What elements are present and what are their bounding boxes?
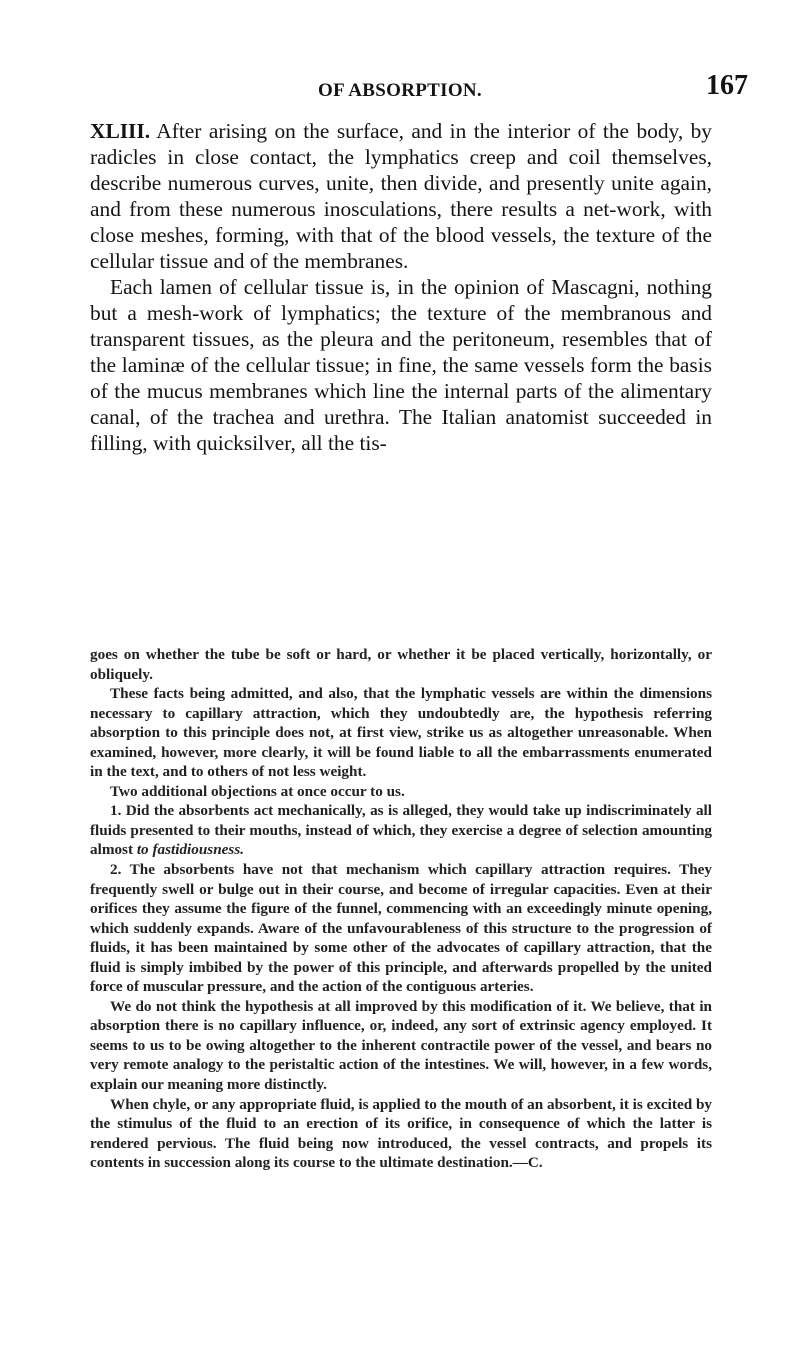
running-head: OF ABSORPTION. [318,80,482,101]
footnote-paragraph-6: We do not think the hypothesis at all improved by this modification of it. We believe, that in absorption there is no capillary influence, or, indeed, any sort of extrinsic agency employed. It seems to us to be owing altogether to the inherent contractile power of the vessel, and bears no very remote analogy to the peristaltic action of the intestines. We will, however, in a few words, explain our meaning more distinctly. [90,997,712,1094]
footnote-paragraph-2: These facts being admitted, and also, that the lymphatic vessels are within the dimensions necessary to capillary attraction, which they undoubtedly are, the hypothesis referring absorption to this principle does not, at first view, strike us as altogether unreasonable. When examined, however, more clearly, it will be found liable to all the embarrassments enumerated in the text, and to others of not less weight. [90,685,712,781]
footnote-paragraph-7: When chyle, or any appropriate fluid, is applied to the mouth of an absorbent, it is excited by the stimulus of the fluid to an erection of its orifice, in consequence of which the latter is rendered pervious. The fluid being now introduced, the vessel contracts, and propels its contents in succession along its course to the ultimate destination.—C. [90,1095,712,1172]
footnote-paragraph-3: Two additional objections at once occur to us. [110,782,405,800]
footnote-italic-word: fastidiousness. [152,841,245,859]
footnote [90,645,712,1173]
section-number: XLIII. [90,119,151,143]
footnote-paragraph-4 [90,801,712,860]
footnote-paragraph-5: 2. The absorbents have not that mechanism which capillary attraction requires. They frequently swell or bulge out in their course, and become of irregular capacities. Even at their orifices they assume the figure of the funnel, commencing with an exceedingly minute opening, which suddenly expands. Aware of the unfavourableness of this structure to the progression of fluids, it has been maintained by some other of the advocates of capillary attraction, that the fluid is simply imbibed by the power of this principle, and afterwards propelled by the united force of muscular pressure, and the action of the contiguous arteries. [90,861,712,996]
main-text [90,118,712,456]
footnote-paragraph-4-to: to [136,841,149,859]
page-number: 167 [706,70,748,101]
footnote-paragraph-4-text: 1. Did the absorbents act mechanically, as is alleged, they would take up indiscriminately all fluids presented to their mouths, instead of which, they exercise a degree of selection amounting almost [90,802,712,859]
footnote-paragraph-1: goes on whether the tube be soft or hard, or whether it be placed vertically, horizontally, or obliquely. [90,646,712,683]
paragraph-2: Each lamen of cellular tissue is, in the opinion of Mascagni, nothing but a mesh-work of lymphatics; the texture of the membranous and transparent tissues, as the pleura and the peritoneum, resembles that of the laminæ of the cellular tissue; in fine, the same vessels form the basis of the mucus membranes which line the internal parts of the alimentary canal, of the trachea and urethra. The Italian anatomist succeeded in filling, with quicksilver, all the tis- [90,275,712,455]
paragraph-1-text: After arising on the surface, and in the interior of the body, by radicles in close contact, the lymphatics creep and coil themselves, describe numerous curves, unite, then divide, and presently unite again, and from these numerous inosculations, there results a net-work, with close meshes, forming, with that of the blood vessels, the texture of the cellular tissue and of the membranes. [90,119,713,273]
paragraph-1 [90,118,712,274]
